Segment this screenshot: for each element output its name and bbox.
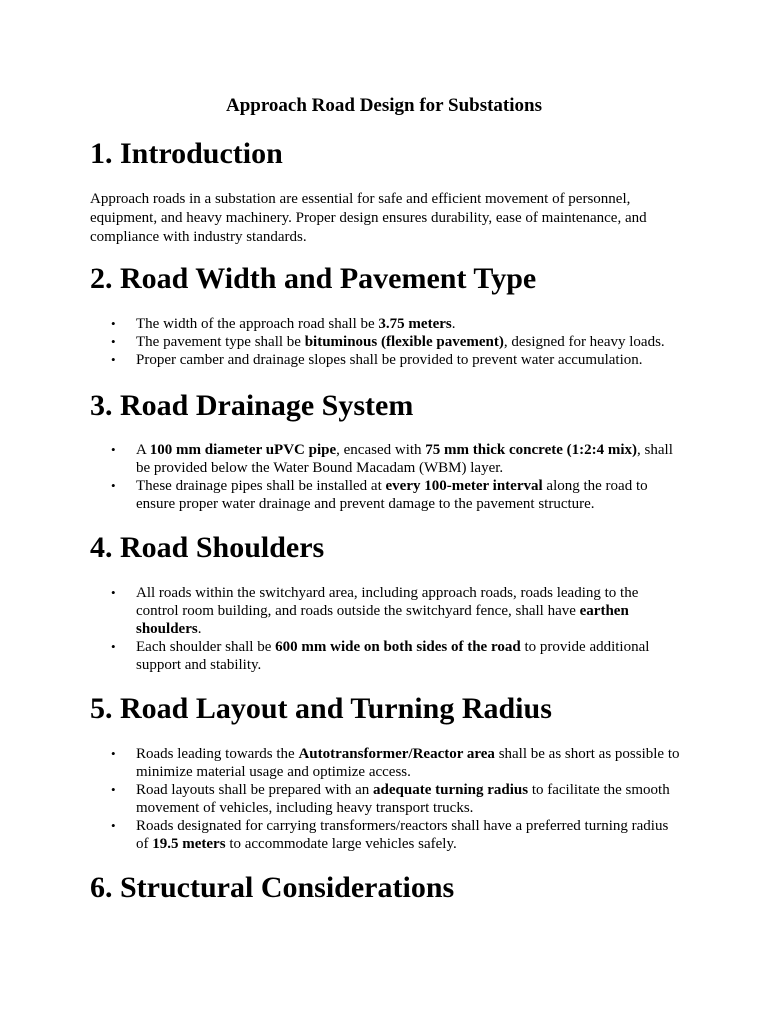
list-item: • All roads within the switchyard area, including approach roads, roads leading to the control room building, and roads outside the switchyard fence, shall have earthen shoulders. [111, 585, 639, 637]
bullet-icon: • [111, 352, 116, 367]
list-item: • Roads leading towards the Autotransformer/Reactor area shall be as short as possible to minimize material usage and optimize access. [111, 746, 680, 780]
list-item: • The width of the approach road shall be 3.75 meters. [111, 316, 456, 332]
bullet-icon: • [111, 585, 116, 600]
layout-list [90, 745, 682, 853]
bullet-icon: • [111, 442, 116, 457]
bullet-icon: • [111, 639, 116, 654]
list-item: • These drainage pipes shall be installed at every 100-meter interval along the road to ensure proper water drainage and prevent damage to the pavement structure. [111, 478, 648, 512]
section-heading-road-width: 2. Road Width and Pavement Type [90, 262, 537, 295]
section-heading-introduction: 1. Introduction [90, 137, 283, 170]
bullet-icon: • [111, 782, 116, 797]
list-item: • Proper camber and drainage slopes shall be provided to prevent water accumulation. [111, 352, 643, 368]
bullet-icon: • [111, 334, 116, 349]
introduction-paragraph: Approach roads in a substation are essential for safe and efficient movement of personnel, equipment, and heavy machinery. Proper design ensures durability, ease of maintenance, and compliance with industry standards. [90, 191, 647, 245]
list-item: • Roads designated for carrying transformers/reactors shall have a preferred turning radius of 19.5 meters to accommodate large vehicles safely. [111, 818, 669, 852]
bullet-icon: • [111, 478, 116, 493]
bullet-icon: • [111, 818, 116, 833]
bullet-icon: • [111, 316, 116, 331]
list-item: • A 100 mm diameter uPVC pipe, encased with 75 mm thick concrete (1:2:4 mix), shall be provided below the Water Bound Macadam (WBM) layer. [111, 442, 673, 476]
section-heading-drainage: 3. Road Drainage System [90, 389, 414, 422]
list-item: • Road layouts shall be prepared with an adequate turning radius to facilitate the smooth movement of vehicles, including heavy transport trucks. [111, 782, 670, 816]
document-title: Approach Road Design for Substations [225, 95, 543, 116]
section-heading-structural: 6. Structural Considerations [90, 871, 455, 904]
section-heading-shoulders: 4. Road Shoulders [90, 531, 325, 564]
list-item: • The pavement type shall be bituminous (flexible pavement), designed for heavy loads. [111, 334, 665, 350]
drainage-list [90, 441, 682, 513]
list-item: • Each shoulder shall be 600 mm wide on both sides of the road to provide additional support and stability. [111, 639, 650, 673]
shoulders-list [90, 584, 682, 674]
road-width-list [90, 315, 682, 369]
bullet-icon: • [111, 746, 116, 761]
section-heading-layout: 5. Road Layout and Turning Radius [90, 692, 552, 725]
